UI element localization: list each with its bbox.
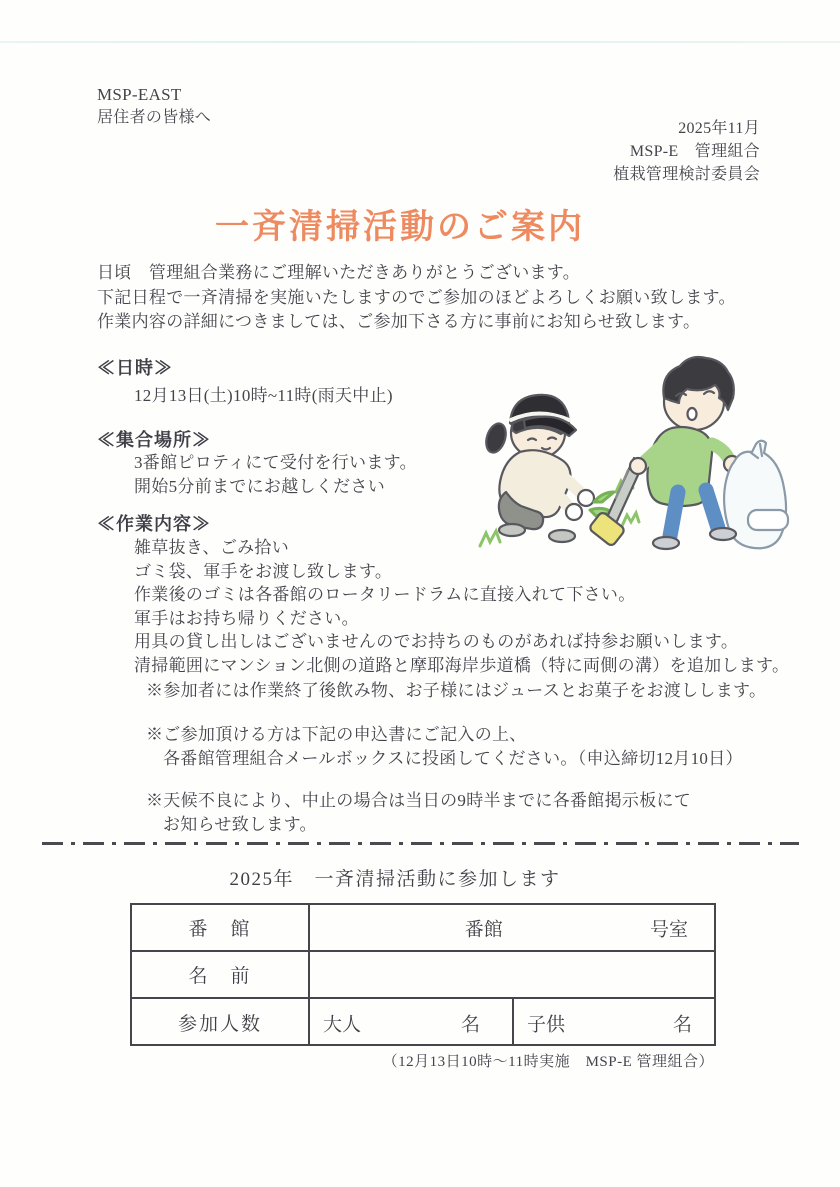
issuer-association: MSP-E 管理組合 bbox=[629, 143, 760, 160]
work-content-line: 用具の貸し出しはございませんのでお持ちのものがあれば持参お願いします。 bbox=[134, 632, 739, 651]
work-content-line: 作業後のゴミは各番館のロータリードラムに直接入れて下さい。 bbox=[134, 585, 636, 604]
intro-line: 作業内容の詳細につきましては、ご参加下さる方に事前にお知らせ致します。 bbox=[97, 312, 701, 331]
children-cell bbox=[514, 999, 714, 1046]
participants-label-cell: 参加人数 bbox=[132, 999, 310, 1046]
intro-line: 下記日程で一斉清掃を実施いたしますのでご参加のほどよろしくお願い致します。 bbox=[97, 287, 736, 307]
section-heading-datetime: ≪日時≫ bbox=[97, 358, 173, 378]
participants-value-cells bbox=[310, 999, 714, 1046]
note-weather-line1: ※天候不良により、中止の場合は当日の9時半までに各番館掲示板にて bbox=[146, 791, 692, 810]
page-title: 一斉清掃活動のご案内 bbox=[215, 208, 585, 246]
datetime-value: 12月13日(土)10時~11時(雨天中止) bbox=[134, 386, 393, 405]
application-form-table bbox=[130, 903, 716, 1046]
table-row-name bbox=[132, 952, 714, 999]
meeting-place-line: 3番館ピロティにて受付を行います。 bbox=[134, 453, 417, 472]
work-content-line: 清掃範囲にマンション北側の道路と摩耶海岸歩道橋（特に両側の溝）を追加します。 bbox=[134, 655, 790, 675]
table-row-participants bbox=[132, 999, 714, 1046]
issuer-block bbox=[613, 117, 760, 186]
meeting-place-lines bbox=[134, 451, 417, 498]
children-label: 子供 bbox=[527, 1014, 566, 1035]
note-refreshments: ※参加者には作業終了後飲み物、お子様にはジュースとお菓子をお渡しします。 bbox=[146, 681, 767, 700]
issuer-committee: 植栽管理検討委員会 bbox=[613, 166, 760, 183]
room-unit-suffix: 号室 bbox=[649, 919, 688, 940]
work-content-line: 雑草抜き、ごみ拾い bbox=[134, 538, 290, 557]
building-label-cell: 番 館 bbox=[132, 905, 310, 950]
building-value-cell bbox=[310, 905, 714, 950]
section-heading-work-content: ≪作業内容≫ bbox=[97, 514, 211, 534]
recipient-org: MSP-EAST bbox=[97, 85, 182, 104]
work-content-line: ゴミ袋、軍手をお渡し致します。 bbox=[134, 561, 393, 581]
issue-date: 2025年11月 bbox=[678, 120, 760, 137]
name-label-cell: 名 前 bbox=[132, 952, 310, 997]
note-application-line2: 各番館管理組合メールボックスに投函してください。（申込締切12月10日） bbox=[163, 749, 743, 768]
intro-paragraph bbox=[97, 261, 736, 335]
note-application-line1: ※ご参加頂ける方は下記の申込書にご記入の上、 bbox=[146, 725, 527, 744]
meeting-place-line: 開始5分前までにお越しください bbox=[134, 476, 385, 496]
scan-artifact-line bbox=[0, 41, 840, 43]
name-value-cell bbox=[310, 952, 714, 997]
man-litter-picking bbox=[588, 357, 788, 549]
adults-counter-suffix: 名 bbox=[460, 1014, 480, 1035]
table-row-building bbox=[132, 905, 714, 952]
intro-line: 日頃 管理組合業務にご理解いただきありがとうございます。 bbox=[97, 263, 581, 282]
cut-here-dashed-line bbox=[42, 842, 799, 845]
children-counter-suffix: 名 bbox=[672, 1014, 692, 1035]
recipient-line: 居住者の皆様へ bbox=[97, 109, 212, 126]
work-content-line: 軍手はお持ち帰りください。 bbox=[134, 608, 359, 628]
section-heading-meeting-place: ≪集合場所≫ bbox=[97, 430, 211, 450]
note-weather-line2: お知らせ致します。 bbox=[163, 815, 317, 834]
cleanup-illustration bbox=[466, 340, 802, 562]
form-footnote: （12月13日10時～11時実施 MSP-E 管理組合） bbox=[382, 1054, 714, 1070]
building-unit-suffix: 番館 bbox=[464, 919, 503, 940]
adults-cell bbox=[310, 999, 514, 1046]
adults-label: 大人 bbox=[323, 1014, 362, 1035]
application-form-title: 2025年 一斉清掃活動に参加します bbox=[229, 869, 561, 890]
